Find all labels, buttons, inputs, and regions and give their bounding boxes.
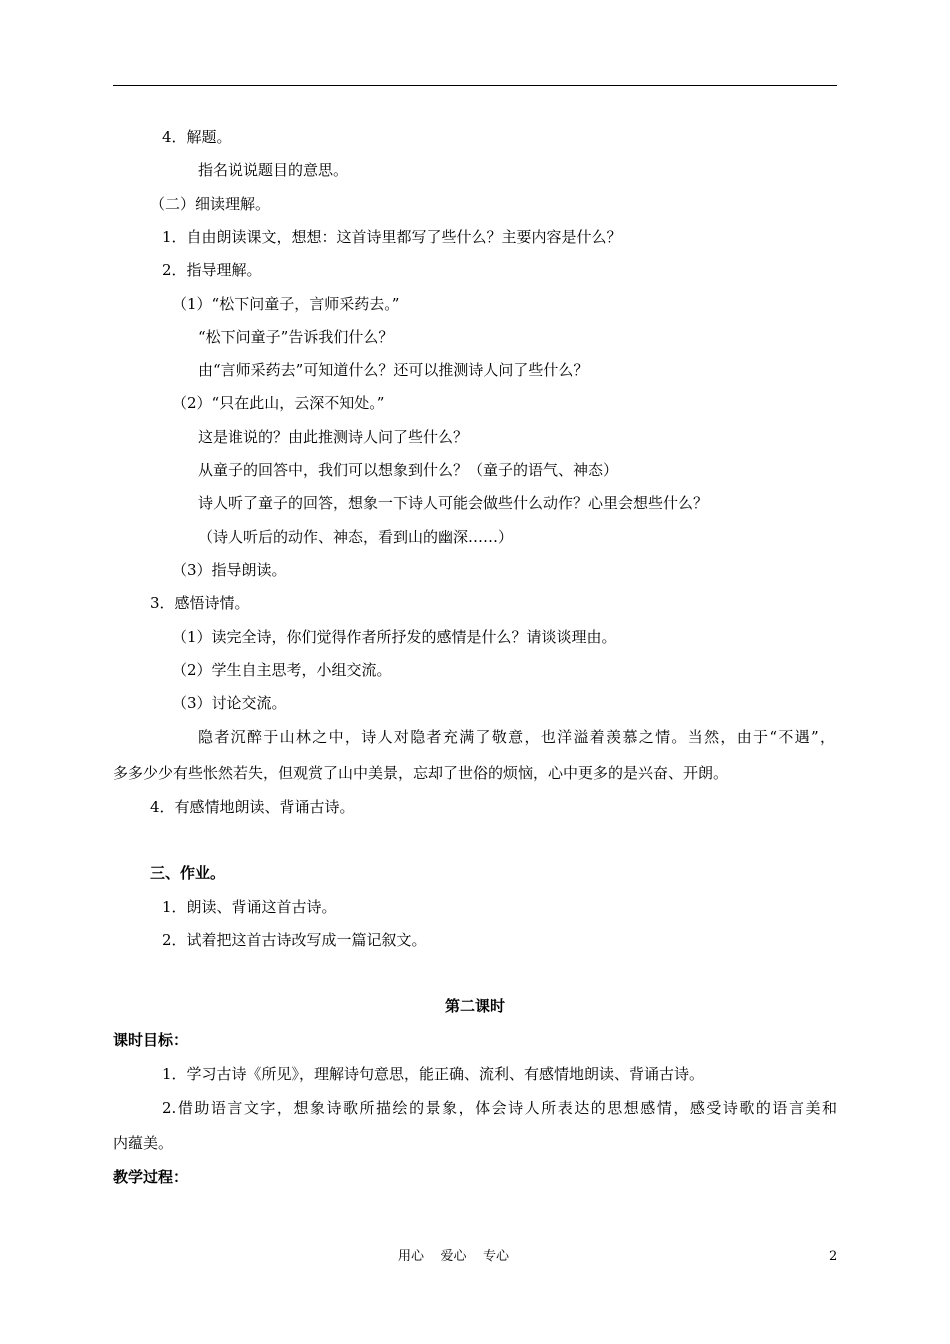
text-line: 由“言师采药去”可知道什么？还可以推测诗人问了些什么？ <box>198 361 589 379</box>
text-line: “松下问童子”告诉我们什么？ <box>198 328 394 346</box>
text-line: （1）“松下问童子，言师采药去。” <box>172 295 400 313</box>
text-line: 4．解题。 <box>162 128 232 146</box>
section-heading: 教学过程： <box>113 1168 189 1186</box>
text-line: 这是谁说的？由此推测诗人问了些什么？ <box>198 428 469 446</box>
text-line: 1．学习古诗《所见》，理解诗句意思，能正确、流利、有感情地朗读、背诵古诗。 <box>162 1065 705 1083</box>
text-line: 1．朗读、背诵这首古诗。 <box>162 898 337 916</box>
section-heading: 课时目标： <box>113 1031 189 1049</box>
text-line: 诗人听了童子的回答，想象一下诗人可能会做些什么动作？心里会想些什么？ <box>198 494 709 512</box>
paragraph-line: 隐者沉醉于山林之中，诗人对隐者充满了敬意，也洋溢着羡慕之情。当然，由于“不遇”， <box>198 728 835 746</box>
paragraph-line: 2.借助语言文字，想象诗歌所描绘的景象，体会诗人所表达的思想感情，感受诗歌的语言美和 <box>162 1099 837 1117</box>
paragraph-line: 多多少少有些怅然若失，但观赏了山中美景，忘却了世俗的烦恼，心中更多的是兴奋、开朗。 <box>113 764 729 782</box>
page-number: 2 <box>829 1249 838 1264</box>
text-line: 4．有感情地朗读、背诵古诗。 <box>150 798 355 816</box>
text-line: 1．自由朗读课文，想想：这首诗里都写了些什么？主要内容是什么？ <box>162 228 622 246</box>
text-line: 指名说说题目的意思。 <box>198 161 349 179</box>
paragraph-line: 内蕴美。 <box>113 1134 174 1152</box>
text-line: （诗人听后的动作、神态，看到山的幽深……） <box>198 528 514 546</box>
text-line: 2．指导理解。 <box>162 261 262 279</box>
text-line: （2）“只在此山，云深不知处。” <box>172 394 385 412</box>
text-line: 从童子的回答中，我们可以想象到什么？（童子的语气、神态） <box>198 461 619 479</box>
text-line: 3．感悟诗情。 <box>150 594 250 612</box>
text-line: （3）指导朗读。 <box>172 561 287 579</box>
text-line: （二）细读理解。 <box>150 195 271 213</box>
lesson-title: 第二课时 <box>444 997 505 1015</box>
text-line: 2．试着把这首古诗改写成一篇记叙文。 <box>162 931 427 949</box>
header-rule <box>113 85 837 86</box>
text-line: （2）学生自主思考，小组交流。 <box>172 661 392 679</box>
footer-motto: 用心 爱心 专心 <box>398 1249 510 1264</box>
text-line: （3）讨论交流。 <box>172 694 287 712</box>
section-heading: 三、作业。 <box>150 864 226 882</box>
text-line: （1）读完全诗，你们觉得作者所抒发的感情是什么？请谈谈理由。 <box>172 628 617 646</box>
